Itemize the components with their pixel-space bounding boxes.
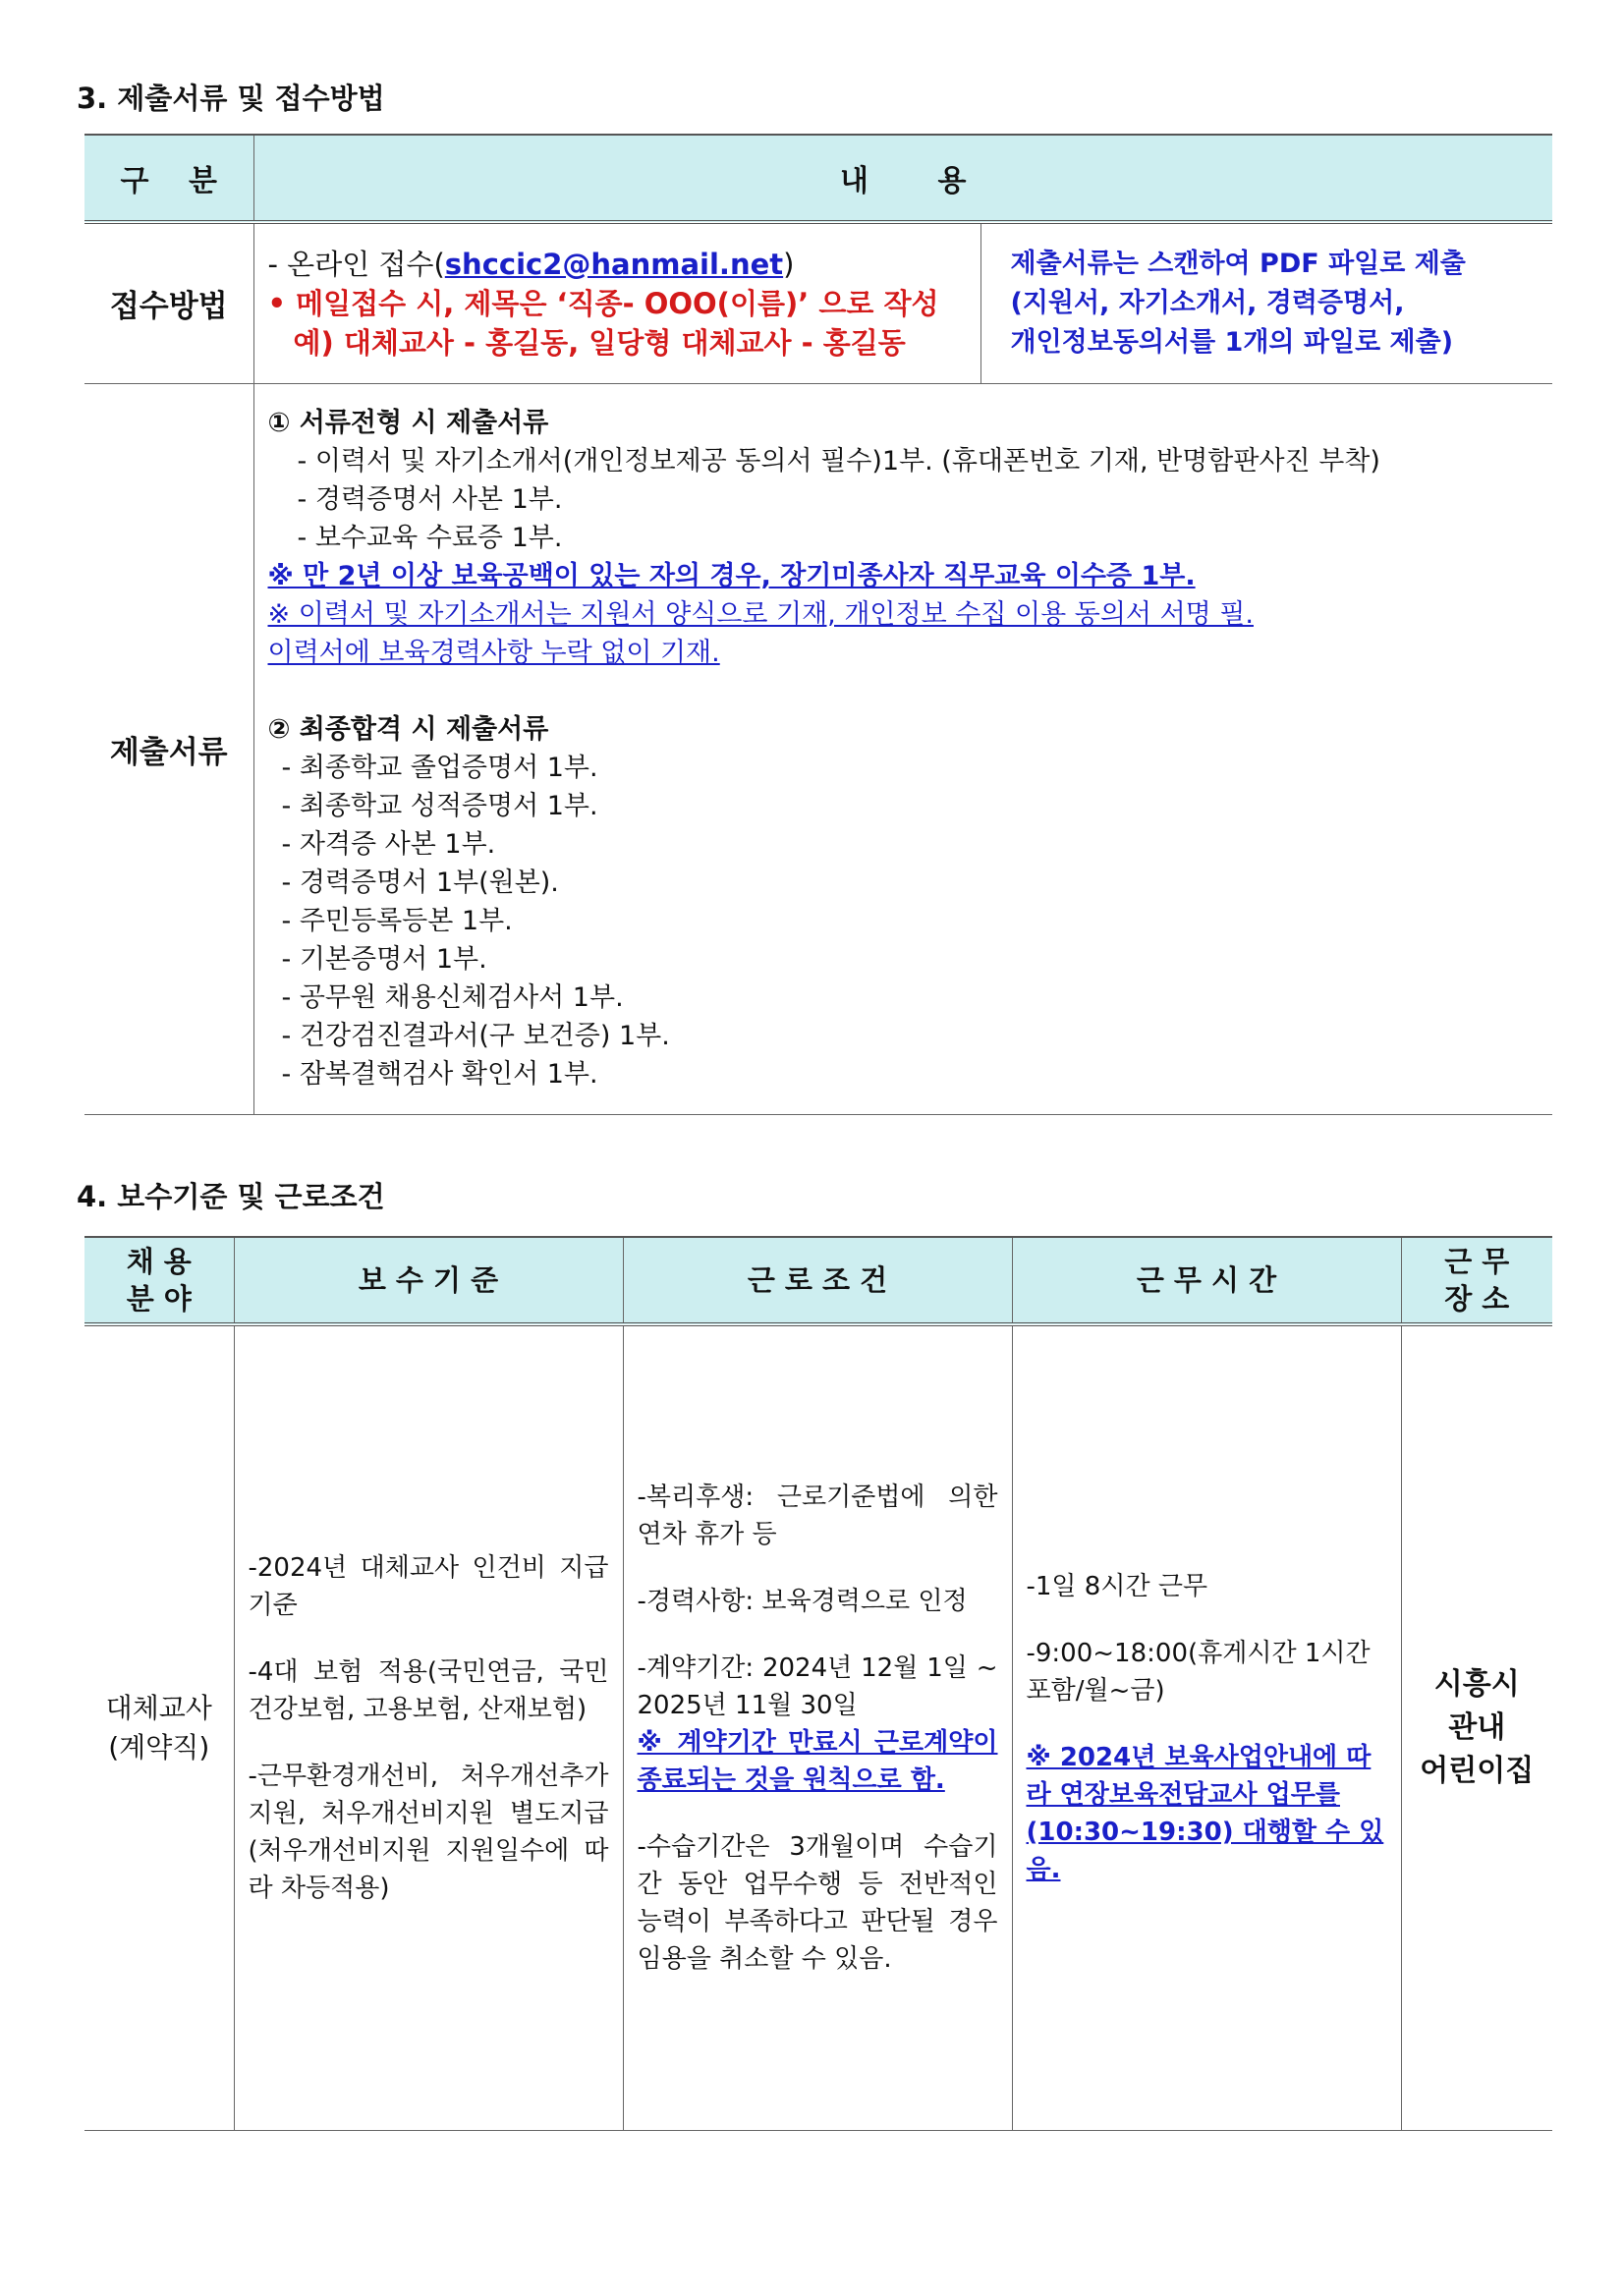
header-field-line1: 채 용 (126, 1245, 192, 1278)
probation-text: -수습기간은 3개월이며 수습기간 동안 업무수행 등 전반적인 능력이 부족하다고 판단될 경우 임용을 취소할 수 있음. (637, 1831, 998, 1974)
list-item: - 보수교육 수료증 1부. (297, 523, 563, 553)
mail-note-1: • 메일접수 시, 제목은 ‘직종- OOO(이름)’ 으로 작성 (267, 286, 939, 320)
list-item: - 이력서 및 자기소개서(개인정보제공 동의서 필수)1부. (휴대폰번호 기재, 반명함판사진 부착) (297, 446, 1380, 476)
career-text: -경력사항: 보육경력으로 인정 (637, 1586, 968, 1616)
email-link[interactable]: shccic2@hanmail.net (444, 247, 784, 281)
first-stage-items (268, 442, 1553, 557)
list-item: - 기본증명서 1부. (281, 944, 487, 975)
header-content: 내 용 (253, 135, 1552, 222)
section3-title: 3. 제출서류 및 접수방법 (77, 82, 385, 115)
final-stage-title: ② 최종합격 시 제출서류 (267, 714, 549, 745)
method-right (980, 222, 1552, 383)
header-category: 구 분 (84, 135, 253, 222)
header-pay: 보 수 기 준 (234, 1237, 623, 1324)
docs-label: 제출서류 (84, 383, 253, 1114)
list-item: - 경력증명서 1부(원본). (281, 868, 559, 898)
header-place-line1: 근 무 (1444, 1245, 1510, 1278)
contract-period-text: -계약기간: 2024년 12월 1일 ~ 2025년 11월 30일 (637, 1652, 998, 1720)
pay-cell (234, 1324, 623, 2130)
conditions-table (84, 1236, 1552, 2131)
list-item: - 주민등록등본 1부. (281, 906, 513, 936)
list-item: - 잠복결핵검사 확인서 1부. (281, 1059, 598, 1090)
header-place-line2: 장 소 (1444, 1282, 1510, 1316)
list-item: - 건강검진결과서(구 보건증) 1부. (281, 1021, 670, 1051)
header-field (84, 1237, 234, 1324)
list-item: - 최종학교 성적증명서 1부. (281, 791, 598, 821)
field-line2: (계약직) (108, 1730, 210, 1764)
resume-career-note: 이력서에 보육경력사항 누락 없이 기재. (267, 638, 720, 668)
pay-line: -근무환경개선비, 처우개선추가지원, 처우개선비지원 별도지급(처우개선비지원 지원일수에 따라 차등적용) (248, 1761, 609, 1903)
hours-cell (1012, 1324, 1401, 2130)
long-absence-note: ※ 만 2년 이상 보육공백이 있는 자의 경우, 장기미종사자 직무교육 이수증 1부. (267, 561, 1196, 591)
pdf-note-1: 제출서류는 스캔하여 PDF 파일로 제출 (1010, 248, 1466, 279)
extended-care-note: ※ 2024년 보육사업안내에 따라 연장보육전담교사 업무를 (10:30~19:30) 대행할 수 있음. (1026, 1742, 1384, 1884)
docs-row (84, 383, 1552, 1114)
field-cell (84, 1324, 234, 2130)
online-prefix: - 온라인 접수( (267, 247, 445, 281)
place-line2: 관내 (1448, 1709, 1506, 1745)
method-label: 접수방법 (84, 222, 253, 383)
mail-note-2: 예) 대체교사 - 홍길동, 일당형 대체교사 - 홍길동 (293, 325, 906, 360)
docs-content (253, 383, 1552, 1114)
final-stage-items (268, 749, 1553, 1093)
online-suffix: ) (783, 247, 795, 281)
list-item: - 최종학교 졸업증명서 1부. (281, 753, 598, 783)
submission-table-header (84, 135, 1552, 222)
header-conditions: 근 로 조 건 (623, 1237, 1012, 1324)
welfare-text: -복리후생: 근로기준법에 의한 연차 휴가 등 (637, 1482, 998, 1549)
list-item: - 경력증명서 사본 1부. (297, 484, 563, 515)
online-line (268, 245, 980, 284)
method-content (253, 222, 980, 383)
method-row (84, 222, 1552, 383)
hours-line1: -1일 8시간 근무 (1026, 1571, 1208, 1601)
contract-note: ※ 계약기간 만료시 근로계약이 종료되는 것을 원칙으로 함. (637, 1727, 998, 1795)
pay-line: -2024년 대체교사 인건비 지급기준 (248, 1552, 609, 1620)
place-line1: 시흥시 (1433, 1666, 1520, 1702)
header-place (1401, 1237, 1552, 1324)
section4-title: 4. 보수기준 및 근로조건 (77, 1180, 385, 1213)
header-hours: 근 무 시 간 (1012, 1237, 1401, 1324)
pay-line: -4대 보험 적용(국민연금, 국민건강보험, 고용보험, 산재보험) (248, 1656, 609, 1724)
header-field-line2: 분 야 (126, 1282, 192, 1316)
submission-table (84, 134, 1552, 1115)
conditions-row (84, 1324, 1552, 2130)
pdf-note-2: (지원서, 자기소개서, 경력증명서, (1010, 287, 1405, 318)
conditions-table-header (84, 1237, 1552, 1324)
resume-format-note: ※ 이력서 및 자기소개서는 지원서 양식으로 기재, 개인정보 수집 이용 동의서 서명 필. (267, 599, 1254, 630)
first-stage-title: ① 서류전형 시 제출서류 (267, 408, 549, 438)
list-item: - 자격증 사본 1부. (281, 829, 496, 860)
hours-line2: -9:00~18:00(휴게시간 1시간 포함/월~금) (1026, 1638, 1371, 1706)
pdf-note-3: 개인정보동의서를 1개의 파일로 제출) (1010, 326, 1454, 358)
list-item: - 공무원 채용신체검사서 1부. (281, 982, 624, 1013)
field-line1: 대체교사 (105, 1691, 212, 1724)
place-line3: 어린이집 (1420, 1753, 1535, 1788)
place-cell (1401, 1324, 1552, 2130)
conditions-cell (623, 1324, 1012, 2130)
